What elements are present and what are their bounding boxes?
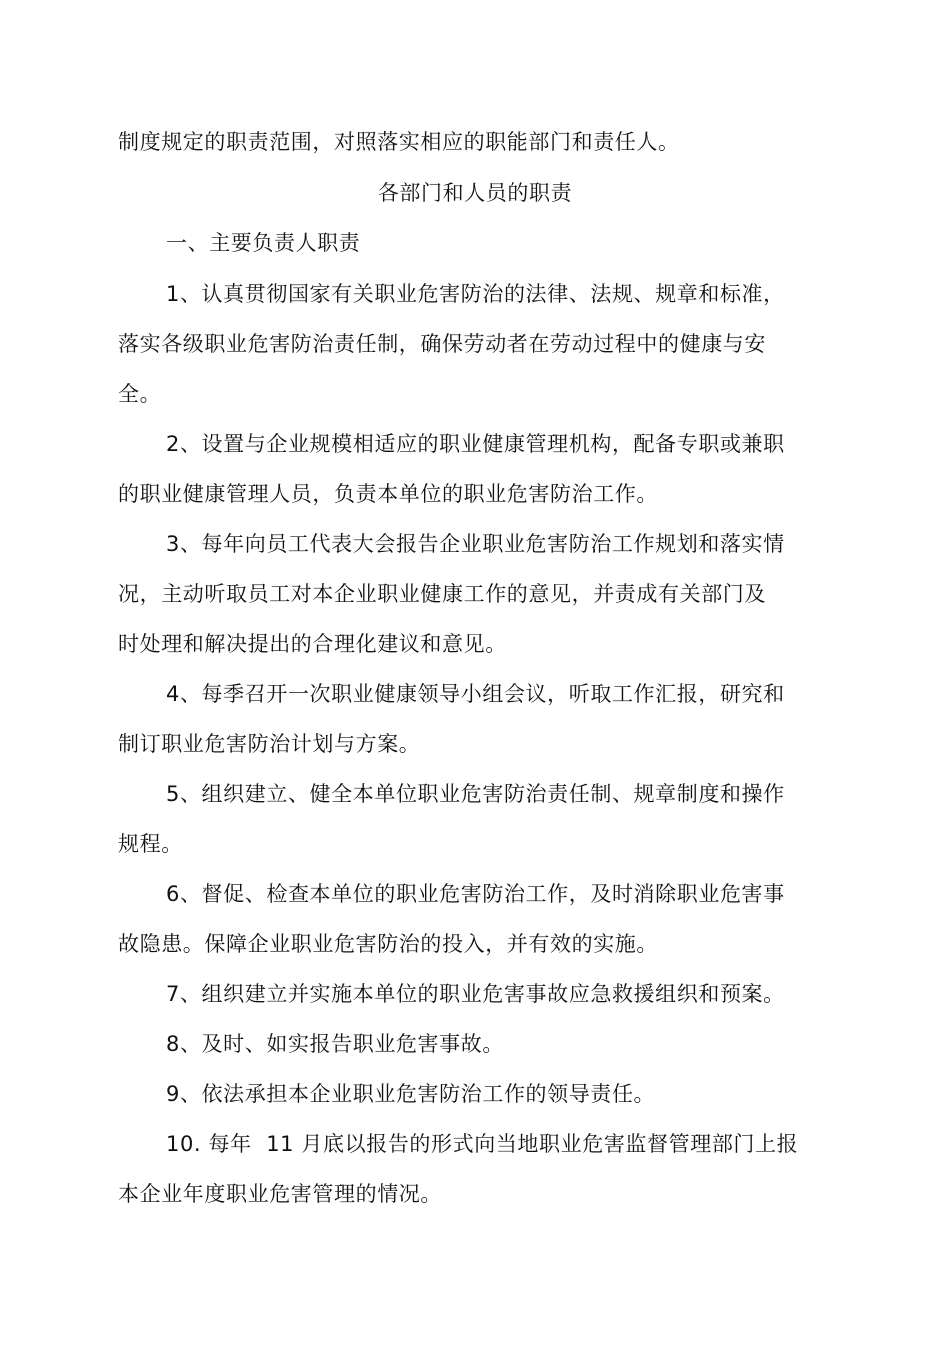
text-line: 落实各级职业危害防治责任制，确保劳动者在劳动过程中的健康与安: [118, 332, 766, 356]
text-line: 5、组织建立、健全本单位职业危害防治责任制、规章制度和操作: [166, 782, 785, 806]
text-line: 况，主动听取员工对本企业职业健康工作的意见，并责成有关部门及: [118, 582, 766, 606]
text-line: 8、及时、如实报告职业危害事故。: [166, 1032, 504, 1056]
text-line: 10. 每年 11 月底以报告的形式向当地职业危害监督管理部门上报: [166, 1132, 799, 1156]
text-line: 故隐患。保障企业职业危害防治的投入，并有效的实施。: [118, 932, 658, 956]
subsection-heading: 一、主要负责人职责: [166, 231, 361, 255]
text-line: 7、组织建立并实施本单位的职业危害事故应急救援组织和预案。: [166, 982, 785, 1006]
text-line: 制订职业危害防治计划与方案。: [118, 732, 421, 756]
text-line: 6、督促、检查本单位的职业危害防治工作，及时消除职业危害事: [166, 882, 785, 906]
text-line: 本企业年度职业危害管理的情况。: [118, 1182, 442, 1206]
text-line: 2、设置与企业规模相适应的职业健康管理机构，配备专职或兼职: [166, 432, 785, 456]
text-line: 时处理和解决提出的合理化建议和意见。: [118, 632, 507, 656]
text-line: 4、每季召开一次职业健康领导小组会议，听取工作汇报，研究和: [166, 682, 785, 706]
text-line: 全。: [118, 382, 162, 406]
section-title: 各部门和人员的职责: [377, 181, 573, 205]
text-line: 制度规定的职责范围，对照落实相应的职能部门和责任人。: [118, 130, 680, 154]
text-line: 9、依法承担本企业职业危害防治工作的领导责任。: [166, 1082, 656, 1106]
text-line: 3、每年向员工代表大会报告企业职业危害防治工作规划和落实情: [166, 532, 785, 556]
text-line: 1、认真贯彻国家有关职业危害防治的法律、法规、规章和标准，: [166, 282, 785, 306]
text-line: 规程。: [118, 832, 183, 856]
text-line: 的职业健康管理人员，负责本单位的职业危害防治工作。: [118, 482, 658, 506]
